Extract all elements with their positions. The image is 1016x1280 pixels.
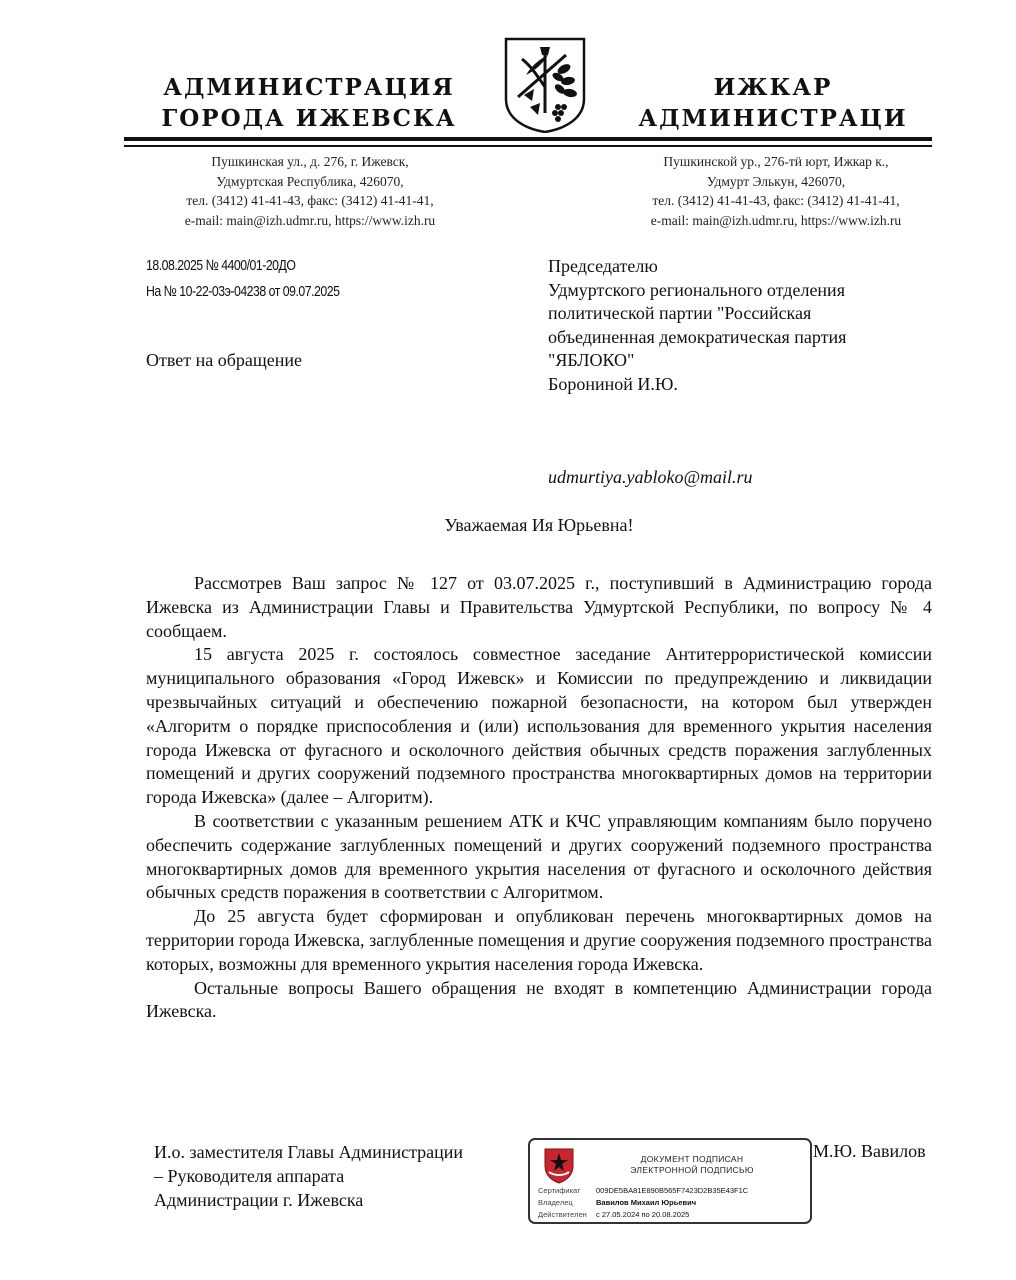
body-paragraph: 15 августа 2025 г. состоялось совместное заседание Антитеррористической комиссии муниципального образования «Город Ижевск» и Комиссии по предупреждению и ликвидации чрезвычайных ситуаций и обеспечению пожарной безопасности, на котором был утвержден «Алгоритм о порядке приспособления и (или) использования для временного укрытия населения города Ижевска от фугасного и осколочного действия обычных средств поражения заглубленных помещений и других сооружений подземного пространства многоквартирных домов на территории города Ижевска» (далее – Алгоритм). <box>146 644 932 808</box>
signatory-name: М.Ю. Вавилов <box>813 1141 926 1161</box>
stamp-title-line: ДОКУМЕНТ ПОДПИСАН <box>640 1154 744 1164</box>
stamp-title <box>590 1154 794 1176</box>
body-paragraph: В соответствии с указанным решением АТК и КЧС управляющим компаниям было поручено обеспечить содержание заглубленных помещений и других сооружений подземного пространства многоквартирных домов для временного укрытия населения от фугасного и осколочного действия обычных средств поражения в соответствии с Алгоритмом. <box>146 810 932 903</box>
right-org-title-line1: ИЖКАР <box>713 74 833 101</box>
right-address-line: тел. (3412) 41-41-43, факс: (3412) 41-41-41, <box>652 193 900 208</box>
left-address <box>140 152 480 230</box>
right-org-title-line2: АДМИНИСТРАЦИ <box>638 105 908 132</box>
addressee-block <box>548 255 846 396</box>
stamp-certificate-row <box>538 1186 748 1195</box>
right-address-line: Пушкинской ур., 276-тӥ юрт, Ижкар к., <box>663 154 889 169</box>
right-address-line: Удмурт Элькун, 426070, <box>706 173 846 189</box>
left-address-line: тел. (3412) 41-41-43, факс: (3412) 41-41-41, <box>186 193 434 208</box>
addressee-line: Удмуртского регионального отделения <box>548 279 845 300</box>
stamp-owner-label: Владелец <box>538 1198 573 1207</box>
stamp-valid-label: Действителен <box>538 1210 587 1219</box>
reference-number: На № 10-22-03э-04238 от 09.07.2025 <box>146 283 340 300</box>
coat-of-arms-icon <box>504 37 586 133</box>
stamp-title-line: ЭЛЕКТРОННОЙ ПОДПИСЬЮ <box>630 1165 754 1175</box>
addressee-line: Борониной И.Ю. <box>548 373 678 394</box>
addressee-line: политической партии "Российская <box>548 303 812 323</box>
left-address-line: Пушкинская ул., д. 276, г. Ижевск, <box>211 154 409 169</box>
stamp-certificate-label: Сертификат <box>538 1186 581 1195</box>
body-paragraph: До 25 августа будет сформирован и опубликован перечень многоквартирных домов на территории города Ижевска, заглубленные помещения и другие сооружения подземного пространства которых, возможны для временного укрытия населения города Ижевска. <box>146 906 932 974</box>
subject-line: Ответ на обращение <box>146 350 302 370</box>
signatory-position <box>154 1140 463 1212</box>
stamp-certificate-value: 009DE5BA81E890B565F7423D2B35E43F1C <box>596 1186 749 1195</box>
stamp-valid-value: с 27.05.2024 по 20.08.2025 <box>596 1210 690 1219</box>
signatory-position-line: И.о. заместителя Главы Администрации <box>154 1142 464 1162</box>
addressee-line: Председателю <box>548 256 658 276</box>
addressee-email: udmurtiya.yabloko@mail.ru <box>548 467 753 487</box>
stamp-owner-row <box>538 1198 696 1207</box>
right-org-title <box>632 72 914 134</box>
body-paragraph: Рассмотрев Ваш запрос № 127 от 03.07.2025 г., поступивший в Администрацию города Ижевска из Администрации Главы и Правительства Удмуртской Республики, по вопросу № 4 сообщаем. <box>146 573 932 641</box>
stamp-valid-row <box>538 1210 689 1219</box>
left-org-title-line2: ГОРОДА ИЖЕВСКА <box>161 105 457 132</box>
electronic-signature-stamp <box>528 1138 812 1224</box>
right-address <box>606 152 946 230</box>
salutation: Уважаемая Ия Юрьевна! <box>444 515 634 535</box>
body-paragraph: Остальные вопросы Вашего обращения не входят в компетенцию Администрации города Ижевска. <box>146 977 932 1022</box>
header-rule-thick <box>124 137 932 141</box>
right-address-line: e-mail: main@izh.udmr.ru, https://www.izh.ru <box>650 212 902 228</box>
left-org-title-line1: АДМИНИСТРАЦИЯ <box>163 74 455 101</box>
left-org-title <box>150 72 468 134</box>
registration-number: 18.08.2025 № 4400/01-20ДО <box>146 257 296 274</box>
addressee-line: "ЯБЛОКО" <box>548 350 635 370</box>
signatory-position-line: – Руководителя аппарата <box>154 1166 345 1186</box>
header-rule-thin <box>124 145 932 147</box>
stamp-owner-value: Вавилов Михаил Юрьевич <box>596 1198 697 1207</box>
udmurtia-emblem-icon <box>540 1146 578 1184</box>
left-address-line: e-mail: main@izh.udmr.ru, https://www.izh.ru <box>184 212 436 228</box>
addressee-line: объединенная демократическая партия <box>548 326 847 347</box>
signatory-position-line: Администрации г. Ижевска <box>154 1190 364 1210</box>
letter-body <box>146 572 932 1024</box>
left-address-line: Удмуртская Республика, 426070, <box>216 173 404 189</box>
